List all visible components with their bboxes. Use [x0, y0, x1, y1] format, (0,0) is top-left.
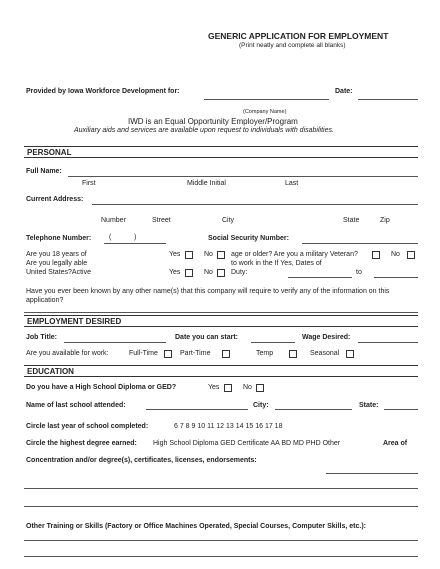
page-title: GENERIC APPLICATION FOR EMPLOYMENT: [208, 31, 389, 41]
degree-label: Circle the highest degree earned:: [26, 440, 137, 447]
veteran-no-label: No: [391, 251, 400, 258]
start-date-field[interactable]: [251, 342, 295, 343]
diploma-no-checkbox[interactable]: [256, 384, 264, 392]
diploma-yes-label: Yes: [208, 384, 220, 391]
area-label: Area of: [383, 440, 408, 447]
part-time-label: Part-Time: [180, 350, 211, 357]
job-title-label: Job Title:: [26, 334, 57, 341]
year-options[interactable]: 6 7 8 9 10 11 12 13 14 15 16 17 18: [174, 423, 283, 430]
provided-label: Provided by Iowa Workforce Development for:: [26, 88, 180, 95]
telephone-label: Telephone Number:: [26, 235, 92, 242]
part-time-checkbox[interactable]: [222, 350, 230, 358]
date-label: Date:: [335, 88, 353, 95]
wage-field[interactable]: [358, 342, 418, 343]
age-yes-checkbox[interactable]: [185, 251, 193, 259]
ssn-label: Social Security Number:: [208, 235, 289, 242]
work-yes-checkbox[interactable]: [185, 269, 193, 277]
full-name-field[interactable]: [68, 176, 418, 177]
middle-caption: Middle Initial: [187, 180, 226, 187]
date-field[interactable]: [358, 99, 418, 100]
other-names-question: Have you ever been known by any other name(s) that this company will require to verify any of the information on this application?: [26, 288, 390, 304]
area-code-open: (: [109, 234, 112, 241]
concentration-field-1[interactable]: [326, 473, 418, 474]
ssn-field[interactable]: [302, 243, 418, 244]
work-no-checkbox[interactable]: [217, 269, 225, 277]
number-caption: Number: [101, 217, 126, 224]
full-time-checkbox[interactable]: [164, 350, 172, 358]
age-question-line1: Are you 18 years of: [26, 251, 87, 258]
duty-to-label: to: [356, 269, 362, 276]
availability-label: Are you available for work:: [26, 350, 109, 357]
area-code-close: ): [134, 234, 137, 241]
wage-label: Wage Desired:: [302, 334, 351, 341]
school-state-label: State:: [359, 402, 379, 409]
employment-heading: EMPLOYMENT DESIRED: [24, 315, 418, 327]
veteran-yes-checkbox[interactable]: [372, 251, 380, 259]
duty-to-field[interactable]: [374, 277, 418, 278]
concentration-field-2[interactable]: [24, 488, 418, 489]
last-year-label: Circle last year of school completed:: [26, 423, 149, 430]
first-caption: First: [82, 180, 96, 187]
city-caption: City: [222, 217, 235, 224]
school-state-field[interactable]: [384, 409, 418, 410]
state-caption: State: [343, 217, 360, 224]
full-name-label: Full Name:: [26, 168, 62, 175]
last-caption: Last: [285, 180, 299, 187]
diploma-question: Do you have a High School Diploma or GED?: [26, 384, 177, 391]
other-names-field[interactable]: [24, 312, 418, 313]
eeo-title: IWD is an Equal Opportunity Employer/Program: [128, 117, 298, 126]
concentration-field-3[interactable]: [24, 506, 418, 507]
address-label: Current Address:: [26, 196, 84, 203]
temp-label: Temp: [256, 350, 274, 357]
street-caption: Street: [152, 217, 171, 224]
duty-label: Duty:: [231, 269, 248, 276]
school-label: Name of last school attended:: [26, 402, 126, 409]
education-heading: EDUCATION: [24, 365, 418, 377]
school-city-label: City:: [253, 402, 269, 409]
work-no-label: No: [204, 269, 213, 276]
seasonal-checkbox[interactable]: [346, 350, 354, 358]
other-training-label: Other Training or Skills (Factory or Office Machines Operated, Special Courses, Computer Skills, etc.):: [26, 523, 366, 530]
personal-heading: PERSONAL: [24, 146, 418, 158]
degree-options[interactable]: High School Diploma GED Certificate AA BD MD PHD Other: [153, 440, 341, 447]
page-subtitle: (Print neatly and complete all blanks): [239, 42, 346, 49]
concentration-label: Concentration and/or degree(s), certificates, licenses, endorsements:: [26, 457, 257, 464]
diploma-yes-checkbox[interactable]: [224, 384, 232, 392]
telephone-field[interactable]: [104, 243, 166, 244]
full-time-label: Full-Time: [129, 350, 158, 357]
eeo-note: Auxiliary aids and services are available upon request to individuals with disabilities.: [74, 127, 334, 134]
company-name-field[interactable]: [204, 99, 329, 100]
address-field[interactable]: [92, 204, 418, 205]
other-training-field-1[interactable]: [24, 540, 418, 541]
veteran-question: age or older? Are you a military Veteran?: [231, 251, 358, 258]
work-yes-label: Yes: [169, 269, 181, 276]
job-title-field[interactable]: [64, 342, 166, 343]
other-training-field-2[interactable]: [24, 556, 418, 557]
school-field[interactable]: [146, 409, 248, 410]
veteran-no-checkbox[interactable]: [407, 251, 415, 259]
diploma-no-label: No: [243, 384, 252, 391]
work-question: to work in the If Yes, Dates of: [231, 260, 322, 267]
zip-caption: Zip: [380, 217, 390, 224]
age-no-label: No: [204, 251, 213, 258]
age-no-checkbox[interactable]: [217, 251, 225, 259]
duty-from-field[interactable]: [288, 277, 352, 278]
age-question-line2: Are you legally able: [26, 260, 88, 267]
school-city-field[interactable]: [275, 409, 352, 410]
age-yes-label: Yes: [169, 251, 181, 258]
start-date-label: Date you can start:: [175, 334, 239, 341]
company-name-caption: (Company Name): [243, 109, 287, 115]
temp-checkbox[interactable]: [289, 350, 297, 358]
age-question-line3: United States?Active: [26, 269, 91, 276]
seasonal-label: Seasonal: [310, 350, 340, 357]
